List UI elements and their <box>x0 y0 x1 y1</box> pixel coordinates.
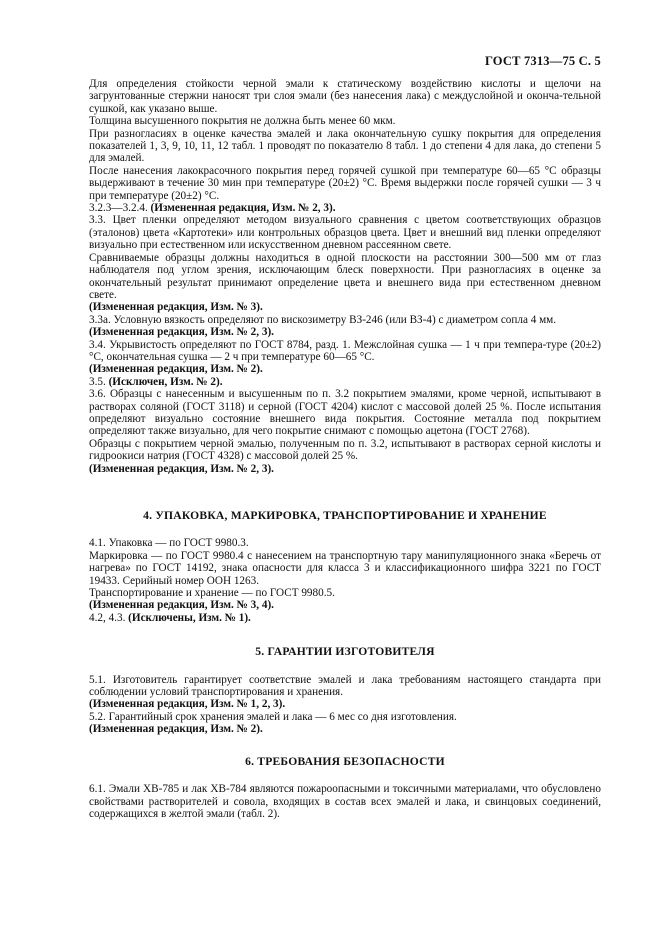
paragraph <box>89 128 601 165</box>
paragraph <box>89 711 601 723</box>
amendment-note: (Измененная редакция, Изм. № 2, 3). <box>89 462 274 475</box>
amendment-note: (Исключены, Изм. № 1). <box>128 611 251 624</box>
paragraph-text: Транспортирование и хранение — по ГОСТ 9980.5. <box>89 587 335 600</box>
paragraph-text: 4.1. Упаковка — по ГОСТ 9980.3. <box>89 537 249 550</box>
clause-number: 3.2.3—3.2.4. <box>89 202 151 215</box>
paragraph <box>89 214 601 251</box>
amendment-note: (Измененная редакция, Изм. № 2, 3). <box>89 326 274 339</box>
paragraph-text: 3.6. Образцы с нанесенным и высушенным по п. 3.2 покрытием эмалями, кроме черной, испытывают в растворах соляной (ГОСТ 3118) и серной (ГОСТ 4204) кислот с массовой долей 25 %. После испытания определяют визуально состояние внешнего вида покрытия. Состояние металла под покрытием определяют также визуально, для чего покрытие снимают с помощью ацетона (ГОСТ 2768). <box>89 388 601 438</box>
paragraph-text: Сравниваемые образцы должны находиться в одной плоскости на расстоянии 300—500 мм от глаз наблюдателя под углом зрения, исключающим блеск поверхности. При разногласиях в оценке за окончательный результат принимают определение цвета и внешнего вида при естественном дневном свете. <box>89 251 601 301</box>
section-title: 4. УПАКОВКА, МАРКИРОВКА, ТРАНСПОРТИРОВАНИЕ И ХРАНЕНИЕ <box>143 509 547 522</box>
paragraph-text: 3.3. Цвет пленки определяют методом визуального сравнения с цветом соответствующих образцов (эталонов) цвета «Картотеки» или контрольных образцов цвета. Цвет и внешний вид пленки определяют визуально при естественном или искусственном дневном рассеянном свете. <box>89 214 601 252</box>
paragraph-text: 6.1. Эмали ХВ-785 и лак ХВ-784 являются пожароопасными и токсичными материалами, что обусловлено свойствами растворителей и совола, входящих в состав всех эмалей и лака, и свинцовых соединений, содержащихся в желтой эмали (табл. 2). <box>89 783 601 820</box>
amendment-note: (Измененная редакция, Изм. № 3). <box>89 301 263 314</box>
paragraph <box>89 674 601 699</box>
paragraph <box>89 314 601 326</box>
paragraph <box>89 612 601 624</box>
paragraph <box>89 723 601 735</box>
paragraph <box>89 376 601 388</box>
paragraph-text: Образцы с покрытием черной эмалью, полученным по п. 3.2, испытывают в растворах серной кислоты и гидроокиси натрия (ГОСТ 4328) с массовой долей 25 %. <box>89 437 601 463</box>
paragraph-text: 3.3а. Условную вязкость определяют по вискозиметру ВЗ-246 (или ВЗ-4) с диаметром сопла 4 мм. <box>89 313 557 326</box>
paragraph-text: Толщина высушенного покрытия не должна быть менее 60 мкм. <box>89 115 396 128</box>
paragraph <box>89 438 601 463</box>
amendment-note: (Измененная редакция, Изм. № 1, 2, 3). <box>89 698 286 711</box>
paragraph <box>89 339 601 364</box>
clause-number: 3.5. <box>89 375 109 388</box>
paragraph <box>89 599 601 611</box>
paragraph-text: Маркировка — по ГОСТ 9980.4 с нанесением на транспортную тару манипуляционного знака «Беречь от нагрева» по ГОСТ 14192, знака опасности для класса 3 и классификационного шифра 3221 по ГОСТ 19433. Серийный номер ООН 1263. <box>89 549 601 587</box>
paragraph <box>89 463 601 475</box>
paragraph-text: После нанесения лакокрасочного покрытия перед горячей сушкой при температуре 60—65 °С образцы выдерживают в течение 30 мин при температуре (20±2) °С. Время выдержки после горячей сушки — 3 ч при температуре (20±2) °С. <box>89 164 601 202</box>
paragraph <box>89 698 601 710</box>
paragraph <box>89 783 601 820</box>
amendment-note: (Исключен, Изм. № 2). <box>108 375 223 388</box>
paragraph <box>89 550 601 587</box>
section-title: 6. ТРЕБОВАНИЯ БЕЗОПАСНОСТИ <box>245 754 445 768</box>
amendment-note: (Измененная редакция, Изм. № 2, 3). <box>150 202 336 215</box>
section-title: 5. ГАРАНТИИ ИЗГОТОВИТЕЛЯ <box>255 645 435 659</box>
paragraph <box>89 78 601 115</box>
paragraph <box>89 326 601 338</box>
page-body <box>89 78 601 820</box>
amendment-note: (Измененная редакция, Изм. № 3, 4). <box>89 599 274 612</box>
paragraph-text: При разногласиях в оценке качества эмалей и лака окончательную сушку покрытия для определения показателей 1, 3, 9, 10, 11, 12 табл. 1 проводят по показателю 8 табл. 1 до степени 4 для лака, до степени 5 для эмалей. <box>89 127 601 165</box>
paragraph <box>89 202 601 214</box>
paragraph <box>89 587 601 599</box>
page-header: ГОСТ 7313—75 С. 5 <box>484 54 601 68</box>
paragraph <box>89 252 601 302</box>
paragraph-text: 5.1. Изготовитель гарантирует соответствие эмалей и лака требованиям настоящего стандарта при соблюдении условий транспортирования и хранения. <box>89 673 601 699</box>
paragraph <box>89 388 601 438</box>
amendment-note: (Измененная редакция, Изм. № 2). <box>89 723 263 736</box>
paragraph <box>89 115 601 127</box>
paragraph-text: Для определения стойкости черной эмали к статическому воздействию кислоты и щелочи на загрунтованные стержни наносят три слоя эмали (без нанесения лака) с междуслойной и оконча-тельной сушкой, как указано выше. <box>89 78 601 115</box>
paragraph <box>89 537 601 549</box>
paragraph <box>89 363 601 375</box>
clause-number: 4.2, 4.3. <box>89 611 129 624</box>
paragraph <box>89 301 601 313</box>
amendment-note: (Измененная редакция, Изм. № 2). <box>89 363 263 376</box>
paragraph-text: 5.2. Гарантийный срок хранения эмалей и лака — 6 мес со дня изготовления. <box>89 710 457 723</box>
paragraph-text: 3.4. Укрывистость определяют по ГОСТ 8784, разд. 1. Межслойная сушка — 1 ч при темпера-туре (20±2) °С, окончательная сушка — 2 ч при температуре 60—65 °С. <box>89 338 601 363</box>
paragraph <box>89 165 601 202</box>
